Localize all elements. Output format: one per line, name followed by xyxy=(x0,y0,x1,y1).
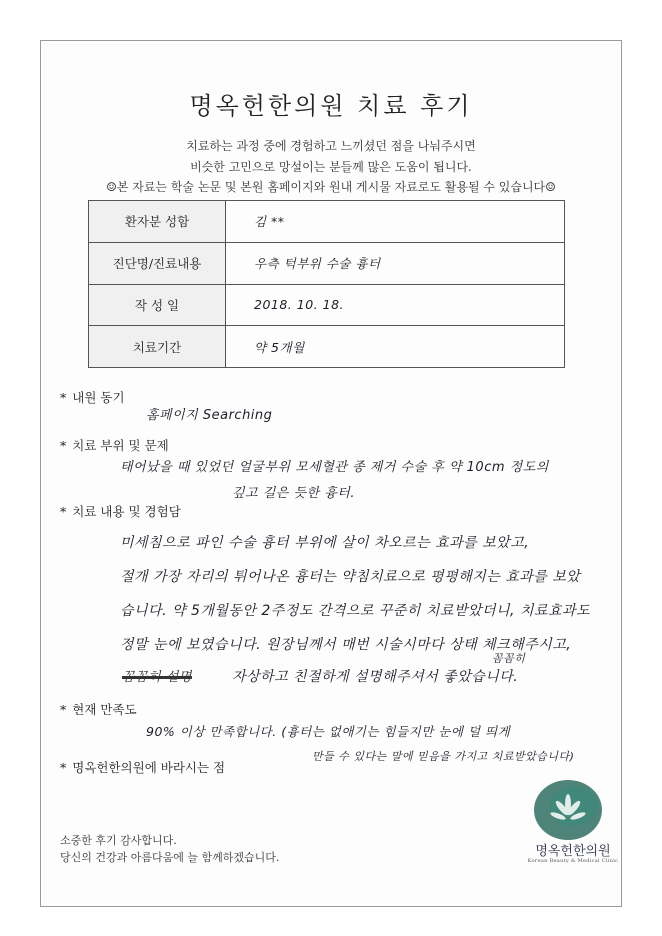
thanks-line-1: 소중한 후기 감사합니다. xyxy=(60,834,177,847)
clinic-logo-subtitle: Korean Beauty & Medical Clinic xyxy=(527,858,619,864)
table-row xyxy=(89,242,565,284)
table-row xyxy=(89,284,565,326)
thanks-line-2: 당신의 건강과 아름다움에 늘 함께하겠습니다. xyxy=(60,851,280,864)
treatment-detail-line-2: 절개 가장 자리의 튀어나온 흉터는 약침치료으로 평평해지는 효과를 보았 xyxy=(120,569,581,585)
diagnosis-value: 우측 턱부위 수술 흉터 xyxy=(226,242,565,284)
treatment-area-answer-line-1: 태어났을 때 있었던 얼굴부위 모세혈관 종 제거 수술 후 약 10cm 정도의 xyxy=(120,460,549,475)
treatment-detail-line-5: 자상하고 친절하게 설명해주셔서 좋았습니다. xyxy=(232,669,519,685)
visit-reason-heading: * 내원 동기 xyxy=(60,390,125,405)
treatment-period-label: 치료기간 xyxy=(89,326,226,368)
patient-name-label: 환자분 성함 xyxy=(89,201,226,243)
bullet-star-icon: * xyxy=(60,760,67,775)
form-title: 명옥헌한의원 치료 후기 xyxy=(189,92,473,120)
diagnosis-label: 진단명/진료내용 xyxy=(89,242,226,284)
struck-out-text: 꼼꼼히 설명 xyxy=(122,670,192,685)
bullet-star-icon: * xyxy=(60,504,67,519)
treatment-detail-line-1: 미세침으로 파인 수술 흉터 부위에 살이 차오르는 효과를 보았고, xyxy=(120,535,530,551)
visit-reason-answer: 홈페이지 Searching xyxy=(146,408,273,423)
bullet-star-icon: * xyxy=(60,438,67,453)
intro-line-1: 치료하는 과정 중에 경험하고 느끼셨던 점을 나눠주시면 xyxy=(186,139,476,153)
bullet-star-icon: * xyxy=(60,390,67,405)
treatment-detail-heading: * 치료 내용 및 경험담 xyxy=(60,504,181,519)
intro-line-2: 비슷한 고민으로 망설이는 분들께 많은 도움이 됩니다. xyxy=(190,160,472,174)
treatment-detail-line-4: 정말 눈에 보였습니다. 원장님께서 매번 시술시마다 상태 체크해주시고, xyxy=(120,637,572,653)
satisfaction-answer-line-2: 만들 수 있다는 말에 믿음을 가지고 치료받았습니다) xyxy=(312,750,575,763)
treatment-area-heading: * 치료 부위 및 문제 xyxy=(60,438,169,453)
patient-name-value: 김 ** xyxy=(226,201,565,243)
table-row xyxy=(89,326,565,368)
wishes-heading: * 명옥헌한의원에 바라시는 점 xyxy=(60,760,226,775)
bullet-star-icon: * xyxy=(60,702,67,717)
treatment-area-answer-line-2: 깊고 길은 듯한 흉터. xyxy=(232,486,355,501)
table-row xyxy=(89,201,565,243)
inserted-word: 꼼꼼히 xyxy=(492,652,526,665)
intro-line-3: ☺본 자료는 학술 논문 및 본원 홈페이지와 원내 게시물 자료로도 활용될 수 있습니다☺ xyxy=(106,180,556,194)
satisfaction-answer-line-1: 90% 이상 만족합니다. (흉터는 없애기는 힘들지만 눈에 덜 띄게 xyxy=(146,724,511,739)
treatment-period-value: 약 5개월 xyxy=(226,326,565,368)
clinic-logo-name: 명옥헌한의원 xyxy=(535,844,611,859)
date-label: 작 성 일 xyxy=(89,284,226,326)
date-value: 2018. 10. 18. xyxy=(226,284,565,326)
treatment-detail-line-3: 습니다. 약 5개월동안 2주정도 간격으로 꾸준히 치료받았더니, 치료효과도 xyxy=(120,603,591,619)
patient-info-table xyxy=(88,200,565,368)
satisfaction-heading: * 현재 만족도 xyxy=(60,702,137,717)
